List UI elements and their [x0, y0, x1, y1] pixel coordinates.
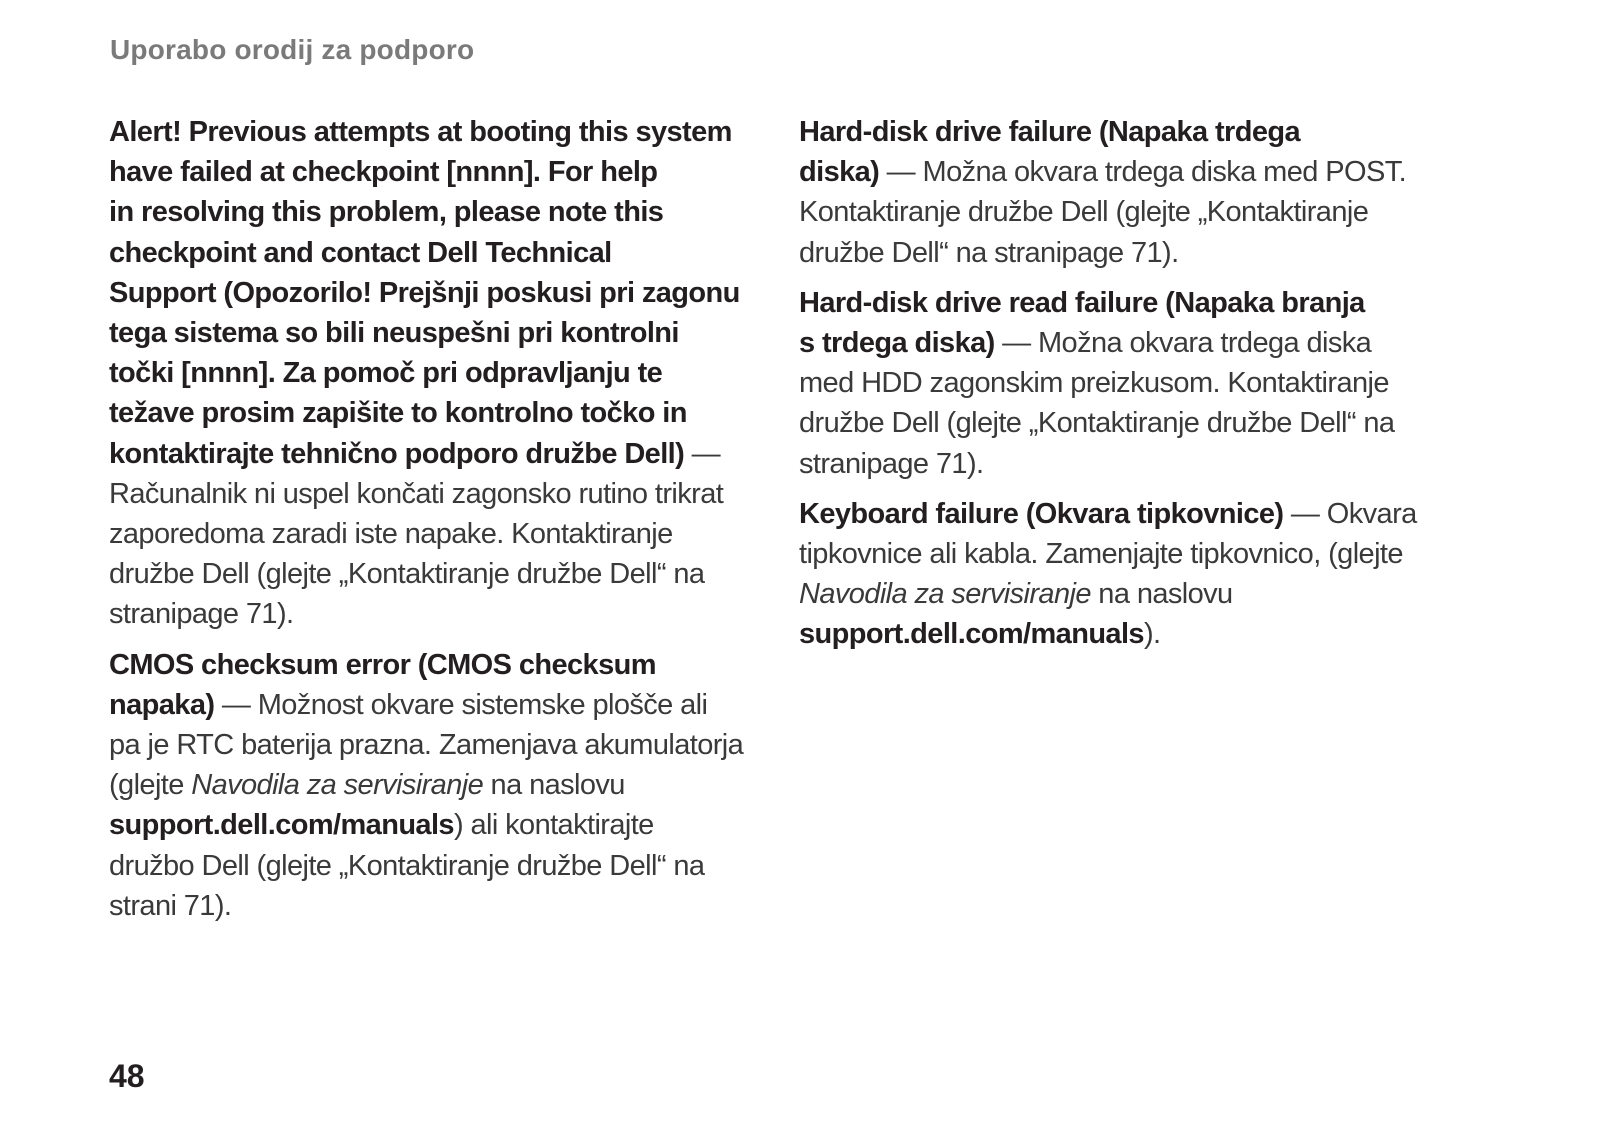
page-number: 48 — [109, 1058, 145, 1094]
entry-term: Hard-disk drive read failure (Napaka branja s trdega diska) — [799, 286, 1365, 360]
entry-alert-checkpoint — [109, 112, 749, 635]
support-url: support.dell.com/manuals — [109, 809, 454, 842]
entry-description: — Okvara tipkovnice ali kabla. Zamenjajte tipkovnico, (glejte Navodila za servisiranje na naslovu support.dell.com/manuals). — [799, 497, 1417, 651]
entry-term: CMOS checksum error (CMOS checksum napaka) — [109, 648, 656, 721]
right-column — [799, 112, 1449, 665]
entry-dash: — — [684, 437, 721, 470]
entry-term: Alert! Previous attempts at booting this system have failed at checkpoint [nnnn]. For help in resolving this problem, please note this checkpoint and contact Dell Technical Support (Opozorilo! Prejšnji poskusi pri zagonu tega sistema so bili neuspešni pri kontrolni točki [nnnn]. Za pomoč pri odpravljanju te težave prosim zapišite to kontrolno točko in kontaktirajte tehnično podporo družbe Dell) — [109, 116, 740, 470]
manual-title: Navodila za servisiranje — [191, 769, 484, 802]
entry-description: Računalnik ni uspel končati zagonsko rutino trikrat zaporedoma zaradi iste napake. Kontaktiranje družbe Dell (glejte „Kontaktiranje družbe Dell“ na stranipage 71). — [109, 477, 724, 631]
entry-description: — Možnost okvare sistemske plošče ali pa je RTC baterija prazna. Zamenjava akumulatorja (glejte Navodila za servisiranje na naslovu support.dell.com/manuals) ali kontaktirajte družbo Dell (glejte „Kontaktiranje družbe Dell“ na strani 71). — [109, 688, 744, 922]
support-url: support.dell.com/manuals — [799, 618, 1144, 651]
entry-term: Hard-disk drive failure (Napaka trdega diska) — [799, 116, 1300, 189]
entry-description: — Možna okvara trdega diska med POST. Kontaktiranje družbe Dell (glejte „Kontaktiranje družbe Dell“ na stranipage 71). — [799, 156, 1407, 269]
entry-cmos-checksum — [109, 645, 749, 926]
entry-term: Keyboard failure (Okvara tipkovnice) — [799, 497, 1284, 530]
entry-keyboard-failure — [799, 494, 1449, 655]
entry-hard-disk-failure — [799, 112, 1449, 273]
running-header: Uporabo orodij za podporo — [110, 34, 475, 65]
left-column — [109, 112, 749, 936]
entry-description: — Možna okvara trdega diska med HDD zagonskim preizkusom. Kontaktiranje družbe Dell (glejte „Kontaktiranje družbe Dell“ na stranipage 71). — [799, 327, 1395, 480]
manual-title: Navodila za servisiranje — [799, 578, 1091, 611]
entry-hard-disk-read-failure — [799, 283, 1449, 484]
